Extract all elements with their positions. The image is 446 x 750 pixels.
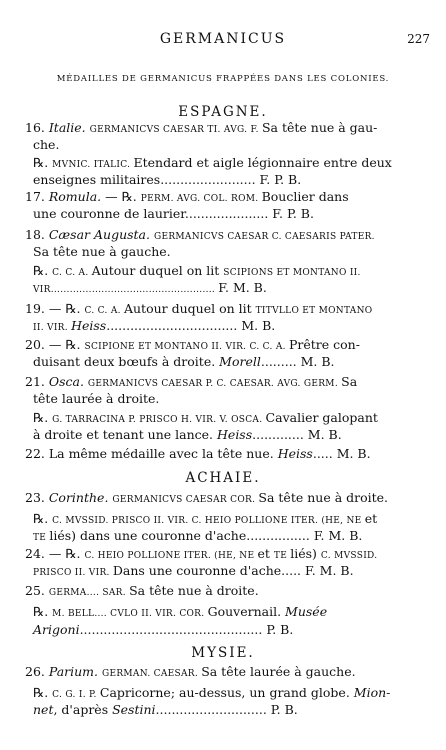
legend: SCIPIONE ET MONTANO II. VIR. C. C. A. bbox=[84, 342, 289, 352]
text-line: PRISCO II. VIR. Dans une couronne d'ache..... F. M. B. bbox=[33, 563, 354, 578]
legend: PRISCO II. VIR. bbox=[33, 568, 113, 578]
legend: GERMANICVS CAESAR TI. AVG. F. bbox=[89, 125, 262, 135]
legend: M. BELL.... CVLO II. VIR. COR. bbox=[52, 609, 208, 619]
rarity-mark: P. B. bbox=[270, 702, 298, 717]
text-line: ℞. G. TARRACINA P. PRISCO H. VIR. V. OSCA. Cavalier galopant bbox=[33, 410, 378, 425]
entry-number: 16. bbox=[25, 120, 49, 135]
entry-number: 19. — ℞. bbox=[25, 301, 85, 316]
reverse-mark: ℞. bbox=[33, 604, 53, 619]
place-name: Italie. bbox=[48, 120, 90, 135]
text-line: à droite et tenant une lance. Heiss............. M. B. bbox=[33, 427, 342, 442]
text-line: TE liés) dans une couronne d'ache................ F. M. B. bbox=[33, 528, 363, 543]
entry-number: 21. bbox=[25, 374, 49, 389]
text-line: 24. — ℞. C. HEIO POLLIONE ITER. (HE, NE et TE liés) C. MVSSID. bbox=[25, 546, 378, 561]
text-line: 21. Osca. GERMANICVS CAESAR P. C. CAESAR. AVG. GERM. Sa bbox=[25, 374, 358, 389]
page-number: 227 bbox=[407, 32, 430, 46]
legend: GERMANICVS CAESAR C. CAESARIS PATER. bbox=[153, 232, 375, 242]
source-citation: Heiss bbox=[217, 427, 253, 442]
legend: C. MVSSID. PRISCO II. VIR. C. HEIO POLLIONE ITER. (HE, NE bbox=[52, 516, 365, 526]
entry-number: 26. bbox=[25, 664, 49, 679]
source-citation: Sestini bbox=[112, 702, 156, 717]
text-line: duisant deux bœufs à droite. Morell......... M. B. bbox=[33, 354, 335, 369]
text-line: ℞. M. BELL.... CVLO II. VIR. COR. Gouvernail. Musée bbox=[33, 604, 328, 619]
legend: PERM. AVG. COL. ROM. bbox=[140, 194, 262, 204]
source-citation: net bbox=[33, 702, 54, 717]
entry-number: 18. bbox=[25, 227, 49, 242]
text-line: che. bbox=[33, 137, 60, 152]
reverse-mark: ℞. bbox=[33, 685, 53, 700]
legend: GERMANICVS CAESAR COR. bbox=[112, 495, 259, 505]
text-line: 23. Corinthe. GERMANICVS CAESAR COR. Sa tête nue à droite. bbox=[25, 490, 389, 505]
text-line: ℞. C. MVSSID. PRISCO II. VIR. C. HEIO POLLIONE ITER. (HE, NE et bbox=[33, 511, 378, 526]
reverse-mark: ℞. bbox=[33, 155, 53, 170]
legend: C. G. I. P. bbox=[52, 690, 100, 700]
text-line: tête laurée à droite. bbox=[33, 391, 160, 406]
entry-number: 25. bbox=[25, 583, 49, 598]
entry-number: 17. bbox=[25, 189, 49, 204]
source-citation: Mion- bbox=[353, 685, 391, 700]
legend: C. MVSSID. bbox=[320, 551, 378, 561]
text-line: 17. Romula. — ℞. PERM. AVG. COL. ROM. Bouclier dans bbox=[25, 189, 349, 204]
source-citation: Musée bbox=[285, 604, 328, 619]
source-citation: Arigoni bbox=[33, 622, 80, 637]
place-name: Romula. bbox=[48, 189, 106, 204]
text-line: ℞. C. G. I. P. Capricorne; au-dessus, un grand globe. Mion- bbox=[33, 685, 391, 700]
rarity-mark: F. M. B. bbox=[305, 563, 354, 578]
section-title-espagne: ESPAGNE. bbox=[178, 104, 268, 120]
source-citation: Morell bbox=[219, 354, 261, 369]
legend: C. C. A. bbox=[84, 306, 124, 316]
source-citation: Heiss bbox=[277, 446, 313, 461]
legend: SCIPIONS ET MONTANO II. bbox=[223, 268, 361, 278]
legend: MVNIC. ITALIC. bbox=[52, 160, 134, 170]
rarity-mark: M. B. bbox=[336, 446, 371, 461]
rarity-mark: F. P. B. bbox=[259, 172, 302, 187]
rarity-mark: F. P. B. bbox=[272, 206, 314, 221]
entry-number: 23. bbox=[25, 490, 49, 505]
text-line: enseignes militaires........................ F. P. B. bbox=[33, 172, 302, 187]
legend: TITVLLO ET MONTANO bbox=[255, 306, 373, 316]
text-line: ℞. C. C. A. Autour duquel on lit SCIPIONS ET MONTANO II. bbox=[33, 263, 361, 278]
legend: GERMANICVS CAESAR P. C. CAESAR. AVG. GERM. bbox=[87, 379, 342, 389]
text-line: 20. — ℞. SCIPIONE ET MONTANO II. VIR. C. C. A. Prêtre con- bbox=[25, 337, 360, 352]
text-line: une couronne de laurier..................... F. P. B. bbox=[33, 206, 314, 221]
place-name: Corinthe. bbox=[48, 490, 113, 505]
sub-heading: MÉDAILLES DE GERMANICUS FRAPPÉES DANS LES COLONIES. bbox=[56, 74, 390, 84]
text-line: net, d'après Sestini............................ P. B. bbox=[33, 702, 298, 717]
place-name: Cæsar Augusta. bbox=[48, 227, 154, 242]
entry-number: 24. — ℞. bbox=[25, 546, 85, 561]
text-line: ℞. MVNIC. ITALIC. Etendard et aigle légionnaire entre deux bbox=[33, 155, 392, 170]
place-name: Osca. bbox=[48, 374, 88, 389]
text-line: Sa tête nue à gauche. bbox=[33, 244, 171, 259]
text-line: 19. — ℞. C. C. A. Autour duquel on lit TITVLLO ET MONTANO bbox=[25, 301, 373, 316]
rarity-mark: F. M. B. bbox=[313, 528, 363, 543]
legend: G. TARRACINA P. PRISCO H. VIR. V. OSCA. bbox=[52, 415, 266, 425]
page-header bbox=[0, 31, 446, 49]
rarity-mark: M. B. bbox=[307, 427, 342, 442]
rarity-mark: M. B. bbox=[241, 318, 276, 333]
reverse-mark: ℞. bbox=[33, 263, 53, 278]
text-line: II. VIR. Heiss................................. M. B. bbox=[33, 318, 276, 333]
text-line: Arigoni.............................................. P. B. bbox=[33, 622, 294, 637]
text-line: 26. Parium. GERMAN. CAESAR. Sa tête laurée à gauche. bbox=[25, 664, 356, 679]
rarity-mark: F. M. B. bbox=[218, 280, 267, 295]
section-title-achaie: ACHAIE. bbox=[185, 470, 261, 486]
source-citation: Heiss bbox=[71, 318, 107, 333]
entry-number: 20. — ℞. bbox=[25, 337, 85, 352]
text-line: 25. GERMA.... SAR. Sa tête nue à droite. bbox=[25, 583, 259, 598]
legend: GERMA.... SAR. bbox=[48, 588, 130, 598]
section-title-mysie: MYSIE. bbox=[191, 645, 255, 661]
running-title: GERMANICUS bbox=[159, 31, 287, 47]
text-line: 22. La même médaille avec la tête nue. Heiss..... M. B. bbox=[25, 446, 371, 461]
text-line: VIR.................................................... F. M. B. bbox=[33, 280, 267, 295]
legend: GERMAN. CAESAR. bbox=[101, 669, 202, 679]
rarity-mark: M. B. bbox=[300, 354, 335, 369]
legend: II. VIR. bbox=[33, 323, 72, 333]
rarity-mark: P. B. bbox=[266, 622, 294, 637]
text-line bbox=[25, 227, 427, 245]
legend: C. HEIO POLLIONE ITER. (HE, NE bbox=[84, 551, 258, 561]
legend: C. C. A. bbox=[52, 268, 92, 278]
text-line: 16. Italie. GERMANICVS CAESAR TI. AVG. F. Sa tête nue à gau- bbox=[25, 120, 378, 135]
reverse-mark: ℞. bbox=[33, 511, 53, 526]
place-name: Parium. bbox=[48, 664, 102, 679]
reverse-mark: ℞. bbox=[33, 410, 53, 425]
